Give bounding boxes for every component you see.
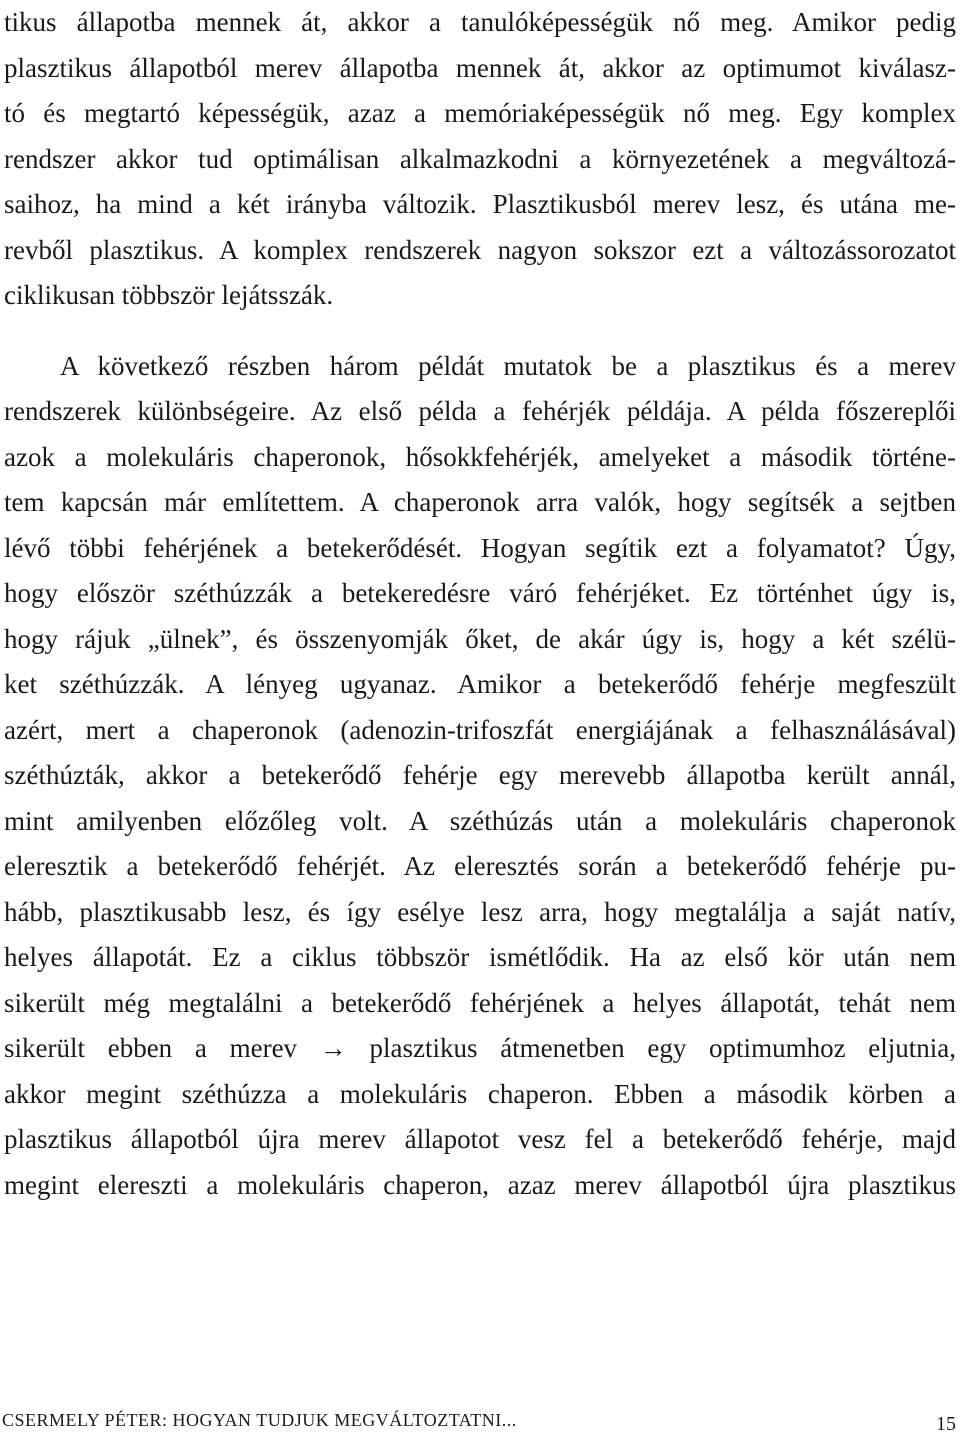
body-text [4,0,956,1208]
text-line: helyes állapotát. Ez a ciklus többször ismétlődik. Ha az első kör után nem [4,942,956,972]
text-line: revből plasztikus. A komplex rendszerek nagyon sokszor ezt a változássorozatot [4,234,956,265]
text-line: mint amilyenben előzőleg volt. A széthúzás után a molekuláris chaperonok [4,805,956,836]
paragraph-gap [4,319,956,344]
text-line: megint elereszti a molekuláris chaperon, azaz merev állapotból újra plasztikus [4,1169,956,1200]
text-line: azok a molekuláris chaperonok, hősokkfehérjék, amelyeket a második történe- [4,441,956,472]
text-line: hább, plasztikusabb lesz, és így esélye lesz arra, hogy megtalálja a saját natív, [4,896,956,927]
text-line: azért, mert a chaperonok (adenozin-trifoszfát energiájának a felhasználásával) [4,714,956,745]
text-line: lévő többi fehérjének a betekerődését. Hogyan segítik ezt a folyamatot? Úgy, [4,532,956,563]
text-line: tó és megtartó képességük, azaz a memóriaképességük nő meg. Egy komplex [4,98,956,128]
text-line: sikerült még megtalálni a betekerődő fehérjének a helyes állapotát, tehát nem [4,987,956,1018]
text-line: tikus állapotba mennek át, akkor a tanulóképességük nő meg. Amikor pedig [4,7,956,37]
text-line: plasztikus állapotból merev állapotba mennek át, akkor az optimumot kiválasz- [4,52,956,83]
paragraph-1 [4,0,956,319]
text-line: ket széthúzzák. A lényeg ugyanaz. Amikor a betekerődő fehérje megfeszült [4,669,956,699]
text-line: A következő részben három példát mutatok be a plasztikus és a merev [60,350,956,381]
paragraph-2 [4,344,956,1209]
text-line: rendszerek különbségeire. Az első példa a fehérjék példája. A példa főszereplői [4,396,956,426]
text-line: eleresztik a betekerődő fehérjét. Az eleresztés során a betekerődő fehérje pu- [4,851,956,881]
text-line: plasztikus állapotból újra merev állapotot vesz fel a betekerődő fehérje, majd [4,1124,956,1154]
text-line: sikerült ebben a merev → plasztikus átmenetben egy optimumhoz eljutnia, [4,1033,956,1063]
text-line: széthúzták, akkor a betekerődő fehérje egy merevebb állapotba került annál, [4,760,956,790]
text-line: hogy először széthúzzák a betekeredésre váró fehérjéket. Ez történhet úgy is, [4,578,956,608]
text-line: tem kapcsán már említettem. A chaperonok arra valók, hogy segítsék a sejtben [4,487,956,517]
text-line: akkor megint széthúzza a molekuláris chaperon. Ebben a második körben a [4,1078,956,1109]
text-line: rendszer akkor tud optimálisan alkalmazkodni a környezetének a megváltozá- [4,143,956,174]
running-footer-title: CSERMELY PÉTER: HOGYAN TUDJUK MEGVÁLTOZTATNI... [2,1410,517,1430]
page-number: 15 [936,1413,956,1435]
text-line: saihoz, ha mind a két irányba változik. Plasztikusból merev lesz, és utána me- [4,189,956,219]
text-line: hogy rájuk „ülnek”, és összenyomják őket, de akár úgy is, hogy a két szélü- [4,623,956,654]
text-line: ciklikusan többször lejátsszák. [4,280,334,310]
